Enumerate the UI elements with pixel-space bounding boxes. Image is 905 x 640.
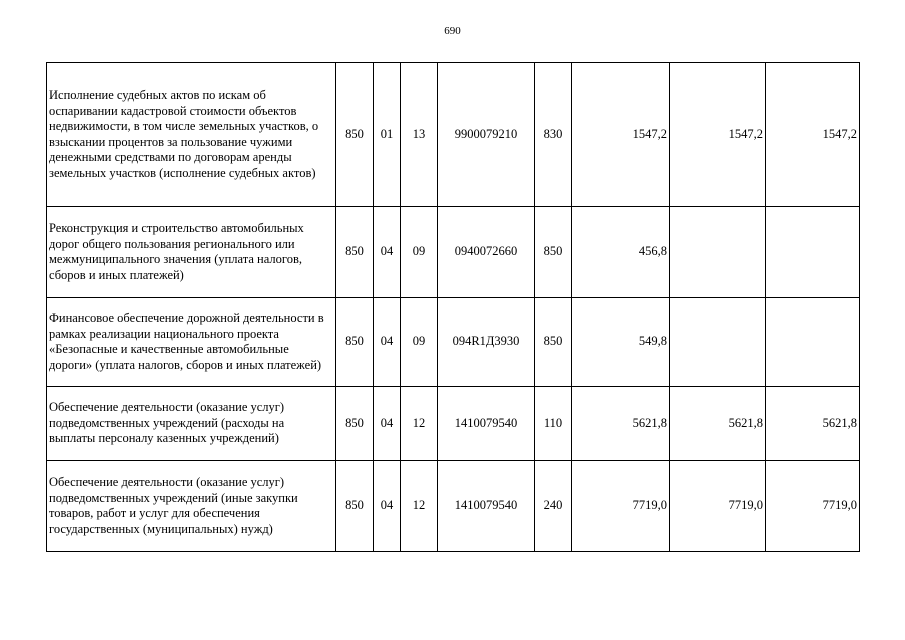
table-row	[47, 298, 860, 387]
section-code: 04	[374, 387, 401, 461]
expense-type-code: 850	[535, 298, 572, 387]
amount-year-3	[766, 207, 860, 298]
target-article-code: 1410079540	[438, 387, 535, 461]
row-description: Финансовое обеспечение дорожной деятельности в рамках реализации национального проекта «Безопасные и качественные автомобильные дороги» (уплата налогов, сборов и иных платежей)	[47, 298, 336, 387]
subsection-code: 09	[401, 207, 438, 298]
section-code: 04	[374, 461, 401, 552]
table-row	[47, 63, 860, 207]
amount-year-2	[670, 207, 766, 298]
row-description: Обеспечение деятельности (оказание услуг) подведомственных учреждений (иные закупки товаров, работ и услуг для обеспечения государственных (муниципальных) нужд)	[47, 461, 336, 552]
row-description: Обеспечение деятельности (оказание услуг) подведомственных учреждений (расходы на выплаты персоналу казенных учреждений)	[47, 387, 336, 461]
ministry-code: 850	[336, 207, 374, 298]
amount-year-3: 5621,8	[766, 387, 860, 461]
amount-year-1: 456,8	[572, 207, 670, 298]
target-article-code: 0940072660	[438, 207, 535, 298]
table-row	[47, 461, 860, 552]
table-row	[47, 207, 860, 298]
subsection-code: 12	[401, 387, 438, 461]
section-code: 01	[374, 63, 401, 207]
amount-year-3	[766, 298, 860, 387]
amount-year-1: 549,8	[572, 298, 670, 387]
ministry-code: 850	[336, 387, 374, 461]
row-description: Исполнение судебных актов по искам об оспаривании кадастровой стоимости объектов недвижимости, в том числе земельных участков, о взыскании процентов за пользование чужими денежными средствами по договорам аренды земельных участков (исполнение судебных актов)	[47, 63, 336, 207]
ministry-code: 850	[336, 461, 374, 552]
amount-year-2: 1547,2	[670, 63, 766, 207]
amount-year-1: 1547,2	[572, 63, 670, 207]
amount-year-2	[670, 298, 766, 387]
subsection-code: 09	[401, 298, 438, 387]
amount-year-3: 7719,0	[766, 461, 860, 552]
section-code: 04	[374, 207, 401, 298]
expense-type-code: 240	[535, 461, 572, 552]
section-code: 04	[374, 298, 401, 387]
subsection-code: 12	[401, 461, 438, 552]
table-row	[47, 387, 860, 461]
amount-year-2: 5621,8	[670, 387, 766, 461]
row-description: Реконструкция и строительство автомобильных дорог общего пользования регионального или межмуниципального значения (уплата налогов, сборов и иных платежей)	[47, 207, 336, 298]
ministry-code: 850	[336, 63, 374, 207]
amount-year-3: 1547,2	[766, 63, 860, 207]
ministry-code: 850	[336, 298, 374, 387]
amount-year-1: 7719,0	[572, 461, 670, 552]
subsection-code: 13	[401, 63, 438, 207]
amount-year-2: 7719,0	[670, 461, 766, 552]
expense-type-code: 830	[535, 63, 572, 207]
target-article-code: 9900079210	[438, 63, 535, 207]
expense-type-code: 110	[535, 387, 572, 461]
budget-table	[46, 62, 860, 552]
page-number: 690	[444, 25, 461, 37]
target-article-code: 1410079540	[438, 461, 535, 552]
amount-year-1: 5621,8	[572, 387, 670, 461]
target-article-code: 094R1Д3930	[438, 298, 535, 387]
expense-type-code: 850	[535, 207, 572, 298]
